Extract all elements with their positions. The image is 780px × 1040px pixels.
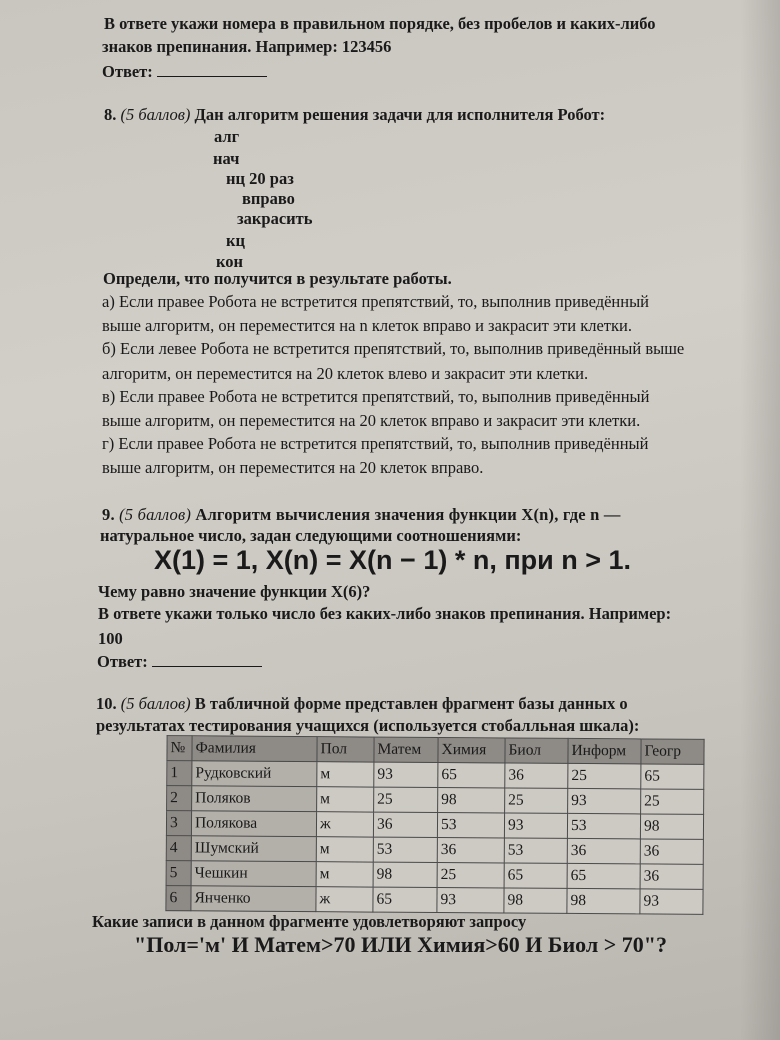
table-cell-chem: 36: [437, 838, 504, 863]
table-cell-math: 25: [374, 787, 438, 812]
table-row: [167, 761, 704, 790]
q8-option-line: г) Если правее Робота не встретится препятствий, то, выполнив приведённый: [102, 434, 649, 453]
table-cell-surname: Рудковский: [192, 761, 317, 787]
q9-points: (5 баллов): [119, 505, 192, 524]
table-cell-geo: 98: [640, 814, 703, 839]
q7-instruction-line1: В ответе укажи номера в правильном порядке, без пробелов и каких-либо: [104, 14, 656, 33]
q8-option-line: выше алгоритм, он переместится на n клеток вправо и закрасит эти клетки.: [102, 316, 632, 335]
table-cell-geo: 36: [640, 839, 703, 864]
table-cell-bio: 98: [504, 888, 567, 913]
q8-code-line: закрасить: [237, 209, 313, 228]
table-cell-number: 4: [166, 836, 191, 861]
table-cell-number: 3: [166, 811, 191, 836]
table-cell-math: 98: [373, 862, 437, 887]
table-header-cell: Матем: [374, 737, 438, 762]
q10-header: [96, 694, 628, 714]
table-cell-bio: 25: [505, 788, 568, 813]
table-cell-chem: 98: [438, 788, 505, 813]
q8-code-line: нач: [213, 149, 240, 168]
table-cell-bio: 93: [504, 813, 567, 838]
table-cell-number: 1: [167, 761, 192, 786]
q9-instruction-line2: 100: [98, 629, 123, 648]
table-row: [166, 861, 703, 890]
table-cell-surname: Полякова: [191, 811, 316, 837]
table-cell-chem: 93: [437, 888, 504, 913]
table-header-cell: Информ: [568, 738, 641, 764]
table-cell-chem: 53: [437, 813, 504, 838]
q9-intro-line2: натуральное число, задан следующими соотношениями:: [100, 526, 522, 545]
table-cell-inf: 65: [567, 863, 640, 889]
table-header-cell: №: [167, 736, 192, 761]
table-cell-gender: м: [316, 837, 373, 862]
table-cell-surname: Поляков: [192, 786, 317, 812]
table-header-cell: Пол: [317, 737, 374, 762]
q8-intro: Дан алгоритм решения задачи для исполнителя Робот:: [194, 105, 606, 124]
table-row: [167, 786, 704, 815]
table-cell-surname: Шумский: [191, 836, 316, 862]
q10-points: (5 баллов): [120, 694, 191, 713]
table-header-cell: Фамилия: [192, 736, 317, 762]
q8-code-line: кц: [226, 231, 246, 250]
q9-answer-row: [97, 652, 262, 672]
table-cell-gender: м: [317, 787, 374, 812]
table-header-cell: Биол: [505, 738, 568, 763]
table-cell-geo: 65: [641, 764, 704, 789]
table-cell-math: 93: [374, 762, 438, 787]
table-row: [166, 886, 703, 915]
q9-formula: X(1) = 1, X(n) = X(n − 1) * n, при n > 1.: [154, 545, 632, 575]
q8-option-line: выше алгоритм, он переместится на 20 клеток вправо и закрасит эти клетки.: [102, 411, 641, 430]
q10-question: Какие записи в данном фрагменте удовлетворяют запросу: [92, 912, 527, 931]
q8-code-line: алг: [214, 127, 240, 146]
table-cell-bio: 53: [504, 838, 567, 863]
q10-number: 10.: [96, 694, 117, 713]
table-cell-number: 6: [166, 886, 191, 911]
q8-option-line: а) Если правее Робота не встретится препятствий, то, выполнив приведённый: [102, 292, 649, 311]
table-cell-bio: 65: [504, 863, 567, 888]
table-cell-inf: 98: [567, 888, 640, 914]
q8-option-line: алгоритм, он переместится на 20 клеток влево и закрасит эти клетки.: [102, 364, 589, 383]
table-cell-inf: 25: [568, 763, 641, 789]
q8-question: Определи, что получится в результате работы.: [103, 269, 452, 288]
table-cell-number: 2: [167, 786, 192, 811]
q10-query: "Пол='м' И Матем>70 ИЛИ Химия>60 И Биол > 70"?: [134, 932, 667, 957]
q7-answer-blank: [157, 62, 267, 77]
table-row: [166, 836, 703, 865]
table-cell-bio: 36: [505, 763, 568, 788]
q8-header: [104, 105, 605, 125]
q9-answer-blank: [152, 652, 262, 667]
q8-option-line: выше алгоритм, он переместится на 20 клеток вправо.: [102, 458, 484, 477]
q7-answer-row: [102, 62, 267, 82]
q7-answer-label: Ответ:: [102, 62, 153, 81]
table-row: [166, 811, 703, 840]
table-cell-math: 36: [373, 812, 437, 837]
table-header-row: [167, 736, 704, 765]
table-cell-gender: ж: [316, 887, 373, 912]
q8-code-line: вправо: [242, 189, 295, 208]
q10-intro-line1: В табличной форме представлен фрагмент базы данных о: [194, 694, 628, 713]
table-cell-geo: 36: [640, 864, 703, 889]
table-cell-gender: ж: [316, 812, 373, 837]
q9-instruction-line1: В ответе укажи только число без каких-либо знаков препинания. Например:: [98, 604, 672, 623]
table-cell-number: 5: [166, 861, 191, 886]
q8-code-line: нц 20 раз: [226, 169, 294, 188]
q7-instruction-line2: знаков препинания. Например: 123456: [102, 37, 392, 56]
table-cell-surname: Чешкин: [191, 861, 316, 887]
table-cell-inf: 36: [567, 838, 640, 864]
q10-intro-line2: результатах тестирования учащихся (используется стобалльная шкала):: [96, 716, 640, 735]
q9-question: Чему равно значение функции X(6)?: [98, 582, 371, 601]
q9-header: [102, 505, 621, 525]
table-cell-chem: 65: [438, 763, 505, 788]
q8-points: (5 баллов): [120, 105, 191, 124]
q8-code-line: кон: [216, 252, 244, 271]
q9-intro-line1: Алгоритм вычисления значения функции X(n), где n —: [195, 505, 621, 524]
q8-number: 8.: [104, 105, 117, 124]
table-cell-inf: 53: [567, 813, 640, 839]
table-header-cell: Геогр: [641, 739, 704, 764]
table-cell-chem: 25: [437, 863, 504, 888]
table-cell-gender: м: [317, 762, 374, 787]
q9-answer-label: Ответ:: [97, 652, 148, 671]
table-cell-math: 65: [373, 887, 437, 912]
q8-option-line: б) Если левее Робота не встретится препятствий, то, выполнив приведённый выше: [102, 339, 685, 358]
table-cell-geo: 93: [640, 889, 703, 914]
q8-option-line: в) Если правее Робота не встретится препятствий, то, выполнив приведённый: [102, 387, 650, 406]
q9-number: 9.: [102, 505, 115, 524]
table-cell-surname: Янченко: [191, 886, 316, 912]
results-table: [165, 735, 704, 915]
table-header-cell: Химия: [438, 738, 505, 763]
page-edge-shadow: [740, 0, 780, 1040]
table-cell-inf: 93: [568, 788, 641, 814]
table-cell-math: 53: [373, 837, 437, 862]
table-cell-gender: м: [316, 862, 373, 887]
table-cell-geo: 25: [641, 789, 704, 814]
